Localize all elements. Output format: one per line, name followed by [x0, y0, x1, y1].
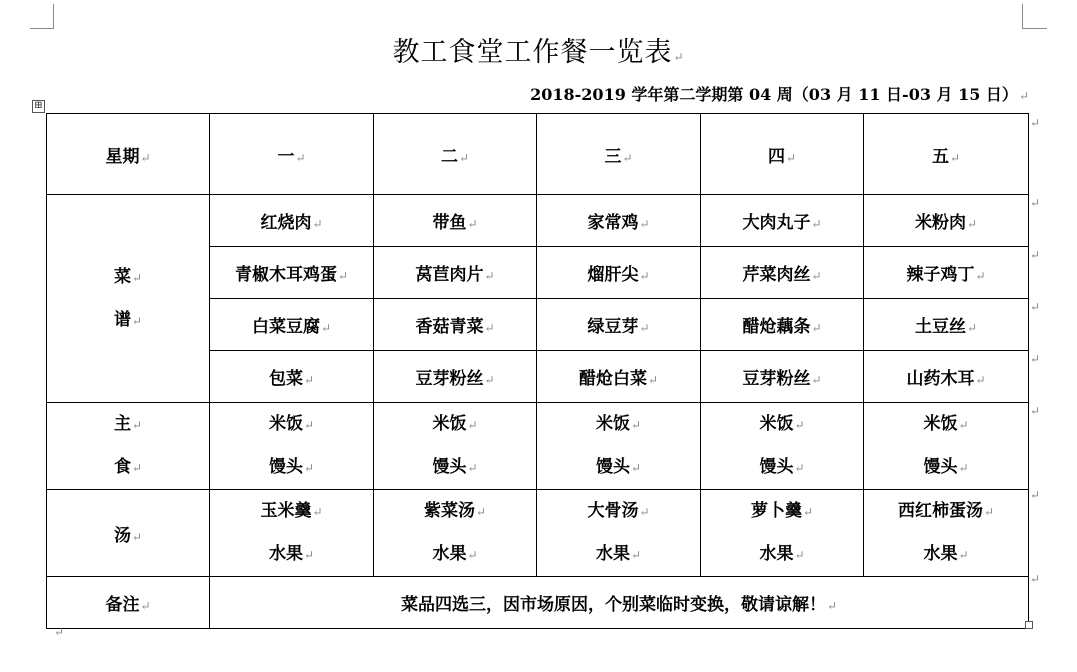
- crop-mark: [53, 4, 54, 28]
- day-header: 二↵: [374, 114, 537, 195]
- dish-cell: 莴苣肉片↵: [374, 247, 537, 299]
- dish-cell: 醋炝藕条↵: [701, 299, 864, 351]
- dish-cell: 土豆丝↵: [864, 299, 1029, 351]
- page-title: 教工食堂工作餐一览表↵: [392, 37, 685, 68]
- paragraph-mark-icon: ↵: [54, 625, 65, 639]
- dish-cell: 白菜豆腐↵: [210, 299, 374, 351]
- paragraph-mark-icon: ↵: [1018, 89, 1029, 103]
- dish-cell: 家常鸡↵: [537, 195, 701, 247]
- soup-section-label: 汤↵: [47, 490, 210, 577]
- table-row: [47, 490, 1029, 577]
- table-move-handle-icon[interactable]: ⊞: [32, 100, 45, 113]
- staple-cell: 米饭↵ 馒头↵: [864, 403, 1029, 490]
- dish-cell: 带鱼↵: [374, 195, 537, 247]
- dish-cell: 青椒木耳鸡蛋↵: [210, 247, 374, 299]
- staple-section-label: 主↵ 食↵: [47, 403, 210, 490]
- table-resize-handle-icon[interactable]: [1025, 621, 1033, 629]
- day-header: 四↵: [701, 114, 864, 195]
- paragraph-mark-icon: ↵: [673, 50, 685, 64]
- dish-cell: 大肉丸子↵: [701, 195, 864, 247]
- note-text: 菜品四选三，因市场原因，个别菜临时变换，敬请谅解！↵: [210, 577, 1029, 629]
- day-header: 一↵: [210, 114, 374, 195]
- dish-cell: 辣子鸡丁↵: [864, 247, 1029, 299]
- staple-cell: 米饭↵ 馒头↵: [701, 403, 864, 490]
- soup-cell: 大骨汤↵ 水果↵: [537, 490, 701, 577]
- day-header: 三↵: [537, 114, 701, 195]
- dish-cell: 香菇青菜↵: [374, 299, 537, 351]
- menu-table: [46, 113, 1029, 629]
- dish-cell: 绿豆芽↵: [537, 299, 701, 351]
- dish-cell: 山药木耳↵: [864, 351, 1029, 403]
- crop-mark: [1022, 4, 1023, 28]
- dish-cell: 红烧肉↵: [210, 195, 374, 247]
- dishes-section-label: 菜↵ 谱↵: [47, 195, 210, 403]
- dish-cell: 豆芽粉丝↵: [701, 351, 864, 403]
- dish-cell: 醋炝白菜↵: [537, 351, 701, 403]
- row-end-mark-icon: ↵: [1030, 488, 1041, 502]
- week-subtitle: 2018-2019 学年第二学期第 04 周（03 月 11 日-03 月 15 日）↵: [530, 85, 1029, 104]
- row-end-mark-icon: ↵: [1030, 404, 1041, 418]
- dish-cell: 熘肝尖↵: [537, 247, 701, 299]
- soup-cell: 西红柿蛋汤↵ 水果↵: [864, 490, 1029, 577]
- dish-cell: 包菜↵: [210, 351, 374, 403]
- soup-cell: 萝卜羹↵ 水果↵: [701, 490, 864, 577]
- table-row: [47, 195, 1029, 247]
- row-end-mark-icon: ↵: [1030, 352, 1041, 366]
- dish-cell: 豆芽粉丝↵: [374, 351, 537, 403]
- crop-mark: [30, 28, 54, 29]
- row-end-mark-icon: ↵: [1030, 116, 1041, 130]
- dish-cell: 芹菜肉丝↵: [701, 247, 864, 299]
- row-end-mark-icon: ↵: [1030, 300, 1041, 314]
- note-label: 备注↵: [47, 577, 210, 629]
- soup-cell: 玉米羹↵ 水果↵: [210, 490, 374, 577]
- table-row: [47, 114, 1029, 195]
- day-header: 五↵: [864, 114, 1029, 195]
- weekday-header-label: 星期↵: [47, 114, 210, 195]
- crop-mark: [1022, 28, 1047, 29]
- staple-cell: 米饭↵ 馒头↵: [374, 403, 537, 490]
- table-row: [47, 403, 1029, 490]
- staple-cell: 米饭↵ 馒头↵: [537, 403, 701, 490]
- staple-cell: 米饭↵ 馒头↵: [210, 403, 374, 490]
- row-end-mark-icon: ↵: [1030, 572, 1041, 586]
- row-end-mark-icon: ↵: [1030, 196, 1041, 210]
- soup-cell: 紫菜汤↵ 水果↵: [374, 490, 537, 577]
- table-row: [47, 577, 1029, 629]
- row-end-mark-icon: ↵: [1030, 248, 1041, 262]
- dish-cell: 米粉肉↵: [864, 195, 1029, 247]
